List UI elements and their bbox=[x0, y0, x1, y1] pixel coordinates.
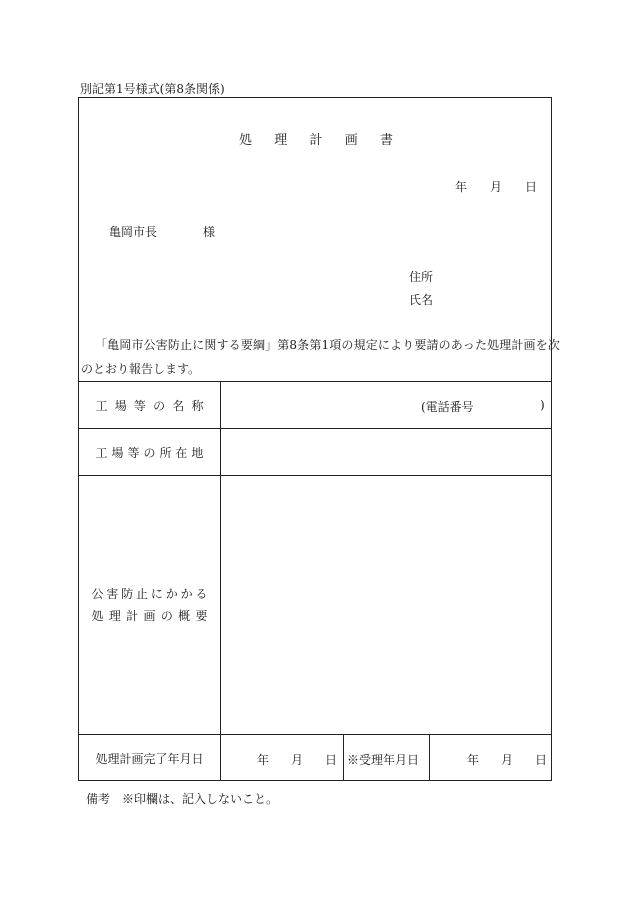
label-char: 要 bbox=[195, 609, 208, 623]
label-char: 害 bbox=[106, 587, 119, 601]
year-label: 年 bbox=[455, 180, 468, 194]
day-label: 日 bbox=[524, 180, 537, 194]
label-char: 概 bbox=[178, 609, 191, 623]
addressee: 亀岡市長 bbox=[109, 225, 158, 239]
submission-date[interactable] bbox=[455, 178, 537, 195]
column-divider bbox=[343, 734, 344, 781]
received-date-label: ※受理年月日 bbox=[347, 753, 420, 767]
label-char: 名 bbox=[172, 398, 185, 413]
completion-date-field[interactable] bbox=[257, 751, 337, 768]
label-char: 画 bbox=[143, 609, 156, 623]
month-label: 月 bbox=[290, 753, 303, 767]
plan-summary-label bbox=[79, 476, 220, 734]
label-char: る bbox=[195, 587, 208, 601]
received-date-field[interactable] bbox=[467, 751, 547, 768]
column-divider bbox=[220, 475, 221, 781]
label-char: 防 bbox=[121, 587, 134, 601]
day-label: 日 bbox=[324, 753, 337, 767]
label-char: の bbox=[160, 609, 173, 623]
label-char: 場 bbox=[114, 398, 127, 413]
month-label: 月 bbox=[489, 180, 502, 194]
title-char: 画 bbox=[344, 133, 358, 148]
addressee-suffix: 様 bbox=[203, 225, 216, 239]
label-char: 等 bbox=[127, 445, 140, 460]
label-char: 等 bbox=[133, 398, 146, 413]
body-text-line-2: のとおり報告します。 bbox=[81, 362, 201, 376]
label-char: 称 bbox=[191, 398, 204, 413]
label-char: 計 bbox=[126, 609, 139, 623]
phone-label: (電話番号 bbox=[421, 400, 474, 414]
label-char: 所 bbox=[159, 445, 172, 460]
column-divider bbox=[429, 734, 430, 781]
label-char: 地 bbox=[191, 445, 204, 460]
title-char: 処 bbox=[239, 133, 253, 148]
label-char: の bbox=[143, 445, 156, 460]
label-char: 公 bbox=[91, 587, 104, 601]
document-title bbox=[239, 129, 393, 148]
label-char: 止 bbox=[136, 587, 149, 601]
label-char: か bbox=[165, 587, 178, 601]
title-char: 計 bbox=[309, 133, 323, 148]
label-char: 工 bbox=[95, 398, 108, 413]
completion-date-label: 処理計画完了年月日 bbox=[95, 751, 204, 766]
phone-close-paren: ) bbox=[540, 398, 545, 412]
label-char: か bbox=[180, 587, 193, 601]
label-char: 処 bbox=[91, 609, 104, 623]
remarks-note: 備考 ※印欄は、記入しないこと。 bbox=[86, 792, 279, 806]
label-char: 工 bbox=[95, 445, 108, 460]
column-divider bbox=[220, 381, 221, 475]
body-text-line-1: 「亀岡市公害防止に関する要綱」第8条第1項の規定により要請のあった処理計画を次 bbox=[95, 338, 561, 352]
label-char: 理 bbox=[108, 609, 121, 623]
form-number-label: 別記第1号様式(第8条関係) bbox=[80, 82, 225, 96]
title-char: 書 bbox=[379, 133, 393, 148]
year-label: 年 bbox=[467, 753, 480, 767]
label-char: 場 bbox=[111, 445, 124, 460]
month-label: 月 bbox=[500, 753, 513, 767]
factory-location-label bbox=[79, 429, 220, 475]
label-char: に bbox=[150, 587, 163, 601]
day-label: 日 bbox=[534, 753, 547, 767]
title-char: 理 bbox=[274, 133, 288, 148]
name-label: 氏名 bbox=[409, 293, 434, 307]
factory-name-label bbox=[79, 382, 220, 428]
report-form bbox=[78, 97, 561, 781]
label-char: の bbox=[153, 398, 166, 413]
label-char: 在 bbox=[175, 445, 188, 460]
year-label: 年 bbox=[257, 753, 270, 767]
address-label: 住所 bbox=[409, 270, 434, 284]
